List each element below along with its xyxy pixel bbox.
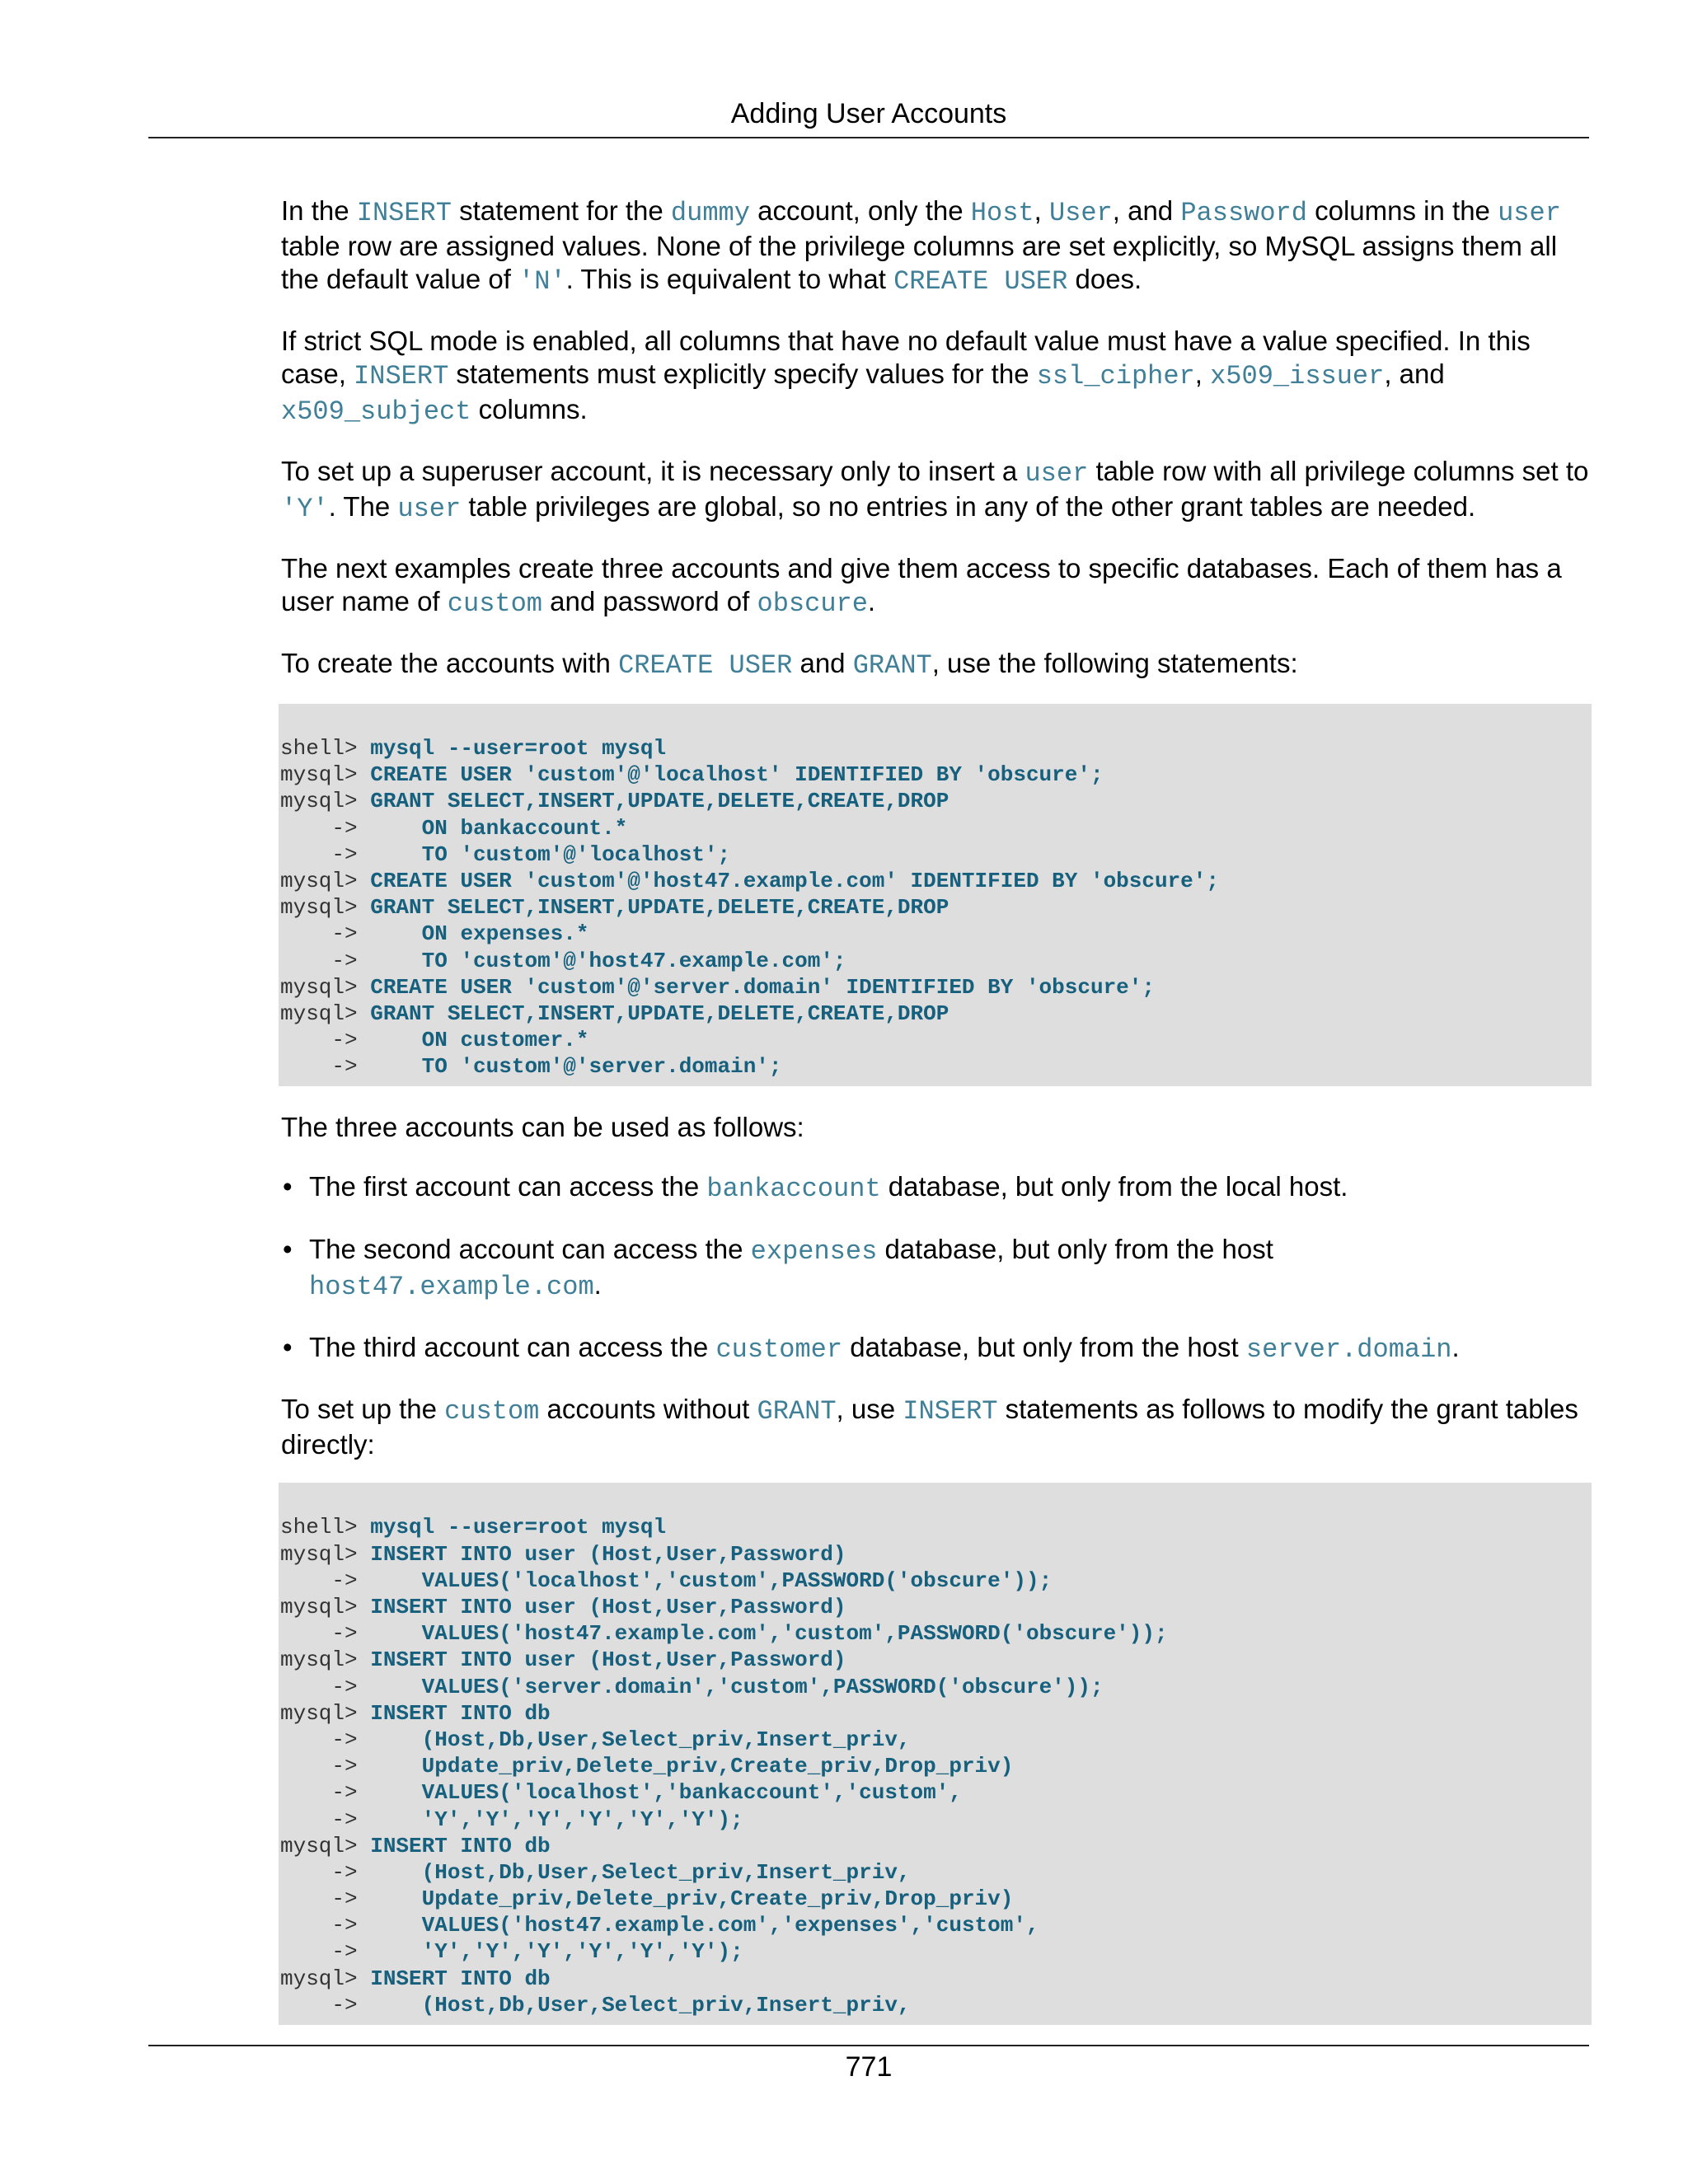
code-line [280, 1886, 1592, 1912]
code-user-table: user [397, 494, 462, 524]
code-command: VALUES('localhost','bankaccount','custom', [421, 1780, 962, 1806]
code-line [280, 762, 1592, 788]
code-prompt: -> [280, 948, 422, 973]
code-command: CREATE USER 'custom'@'host47.example.com' IDENTIFIED BY 'obscure'; [370, 868, 1219, 893]
code-host: Host [970, 198, 1034, 228]
code-prompt: mysql> [280, 1833, 371, 1858]
code-command: mysql --user=root mysql [370, 1515, 667, 1540]
code-command: 'Y','Y','Y','Y','Y','Y'); [421, 1939, 743, 1965]
bullet-icon: • [283, 1171, 293, 1202]
code-prompt: -> [280, 1780, 422, 1806]
paragraph-without-grant: To set up the custom accounts without GRANT, use INSERT statements as follows to modify the grant tables directly: [281, 1394, 1578, 1460]
code-prompt: -> [280, 1674, 422, 1699]
code-command: 'Y','Y','Y','Y','Y','Y'); [421, 1807, 743, 1832]
paragraph-superuser: To set up a superuser account, it is necessary only to insert a user table row with all privilege columns set to 'Y'. The user table privileges are global, so no entries in any of the other grant tables are needed. [281, 456, 1589, 524]
code-n-value: 'N' [518, 266, 566, 297]
code-line [280, 1700, 1592, 1727]
code-line [280, 1833, 1592, 1859]
code-prompt: -> [280, 921, 422, 947]
code-command: VALUES('host47.example.com','custom',PASSWORD('obscure')); [421, 1621, 1168, 1647]
code-command: VALUES('server.domain','custom',PASSWORD('obscure')); [421, 1674, 1104, 1699]
code-line [280, 735, 1592, 762]
code-insert: INSERT [356, 198, 452, 228]
code-host47: host47.example.com [309, 1272, 594, 1303]
code-command: VALUES('host47.example.com','expenses','custom', [421, 1913, 1039, 1938]
code-line [280, 841, 1592, 868]
code-dummy: dummy [670, 198, 750, 228]
header-rule [148, 137, 1589, 138]
code-command: INSERT INTO db [370, 1966, 551, 1991]
code-line [280, 1053, 1592, 1080]
code-prompt: mysql> [280, 868, 371, 893]
code-line [280, 1674, 1592, 1700]
code-command: CREATE USER 'custom'@'server.domain' IDENTIFIED BY 'obscure'; [370, 974, 1155, 1000]
code-line [280, 815, 1592, 841]
code-user: User [1048, 198, 1113, 228]
code-command: INSERT INTO user (Host,User,Password) [370, 1541, 846, 1567]
code-line [280, 1807, 1592, 1833]
code-command: Update_priv,Delete_priv,Create_priv,Drop_priv) [421, 1886, 1014, 1912]
code-prompt: mysql> [280, 974, 371, 1000]
code-obscure: obscure [757, 588, 868, 619]
code-grant: GRANT [757, 1396, 837, 1427]
code-block-insert-statements [279, 1483, 1592, 2025]
code-command: ON expenses.* [421, 921, 589, 947]
code-command: GRANT SELECT,INSERT,UPDATE,DELETE,CREATE,DROP [370, 789, 950, 814]
code-prompt: mysql> [280, 895, 371, 921]
code-command: TO 'custom'@'localhost'; [421, 841, 731, 867]
code-command: INSERT INTO db [370, 1700, 551, 1726]
page-number: 771 [845, 2051, 893, 2083]
code-create-user: CREATE USER [618, 650, 793, 681]
code-prompt: -> [280, 1807, 422, 1832]
code-line [280, 868, 1592, 894]
code-prompt: -> [280, 1939, 422, 1965]
list-item-first-account: • The first account can access the bankaccount database, but only from the local host. [283, 1171, 1348, 1205]
code-prompt: -> [280, 1754, 422, 1779]
code-customer: customer [715, 1334, 843, 1366]
page-content [281, 194, 1592, 2025]
code-prompt: -> [280, 1028, 422, 1053]
paragraph-accounts-usage: The three accounts can be used as follows: [281, 1112, 804, 1143]
code-prompt: mysql> [280, 1700, 371, 1726]
code-prompt: -> [280, 1054, 422, 1080]
code-line [280, 1594, 1592, 1620]
code-server-domain: server.domain [1245, 1334, 1452, 1366]
code-line [280, 1541, 1592, 1568]
code-create-user: CREATE USER [893, 266, 1068, 297]
code-line [280, 1779, 1592, 1806]
paragraph-dummy-account: In the INSERT statement for the dummy account, only the Host, User, and Password columns in the user table row are assigned values. None of the privilege columns are set explicitly, so MySQL assigns them all the default value of 'N'. This is equivalent to what CREATE USER does. [281, 195, 1561, 297]
code-command: Update_priv,Delete_priv,Create_priv,Drop_priv) [421, 1754, 1014, 1779]
code-prompt: -> [280, 1859, 422, 1885]
code-command: (Host,Db,User,Select_priv,Insert_priv, [421, 1727, 911, 1752]
code-x509-subject: x509_subject [281, 396, 471, 427]
code-prompt: -> [280, 1727, 422, 1752]
code-line [280, 921, 1592, 947]
code-prompt: -> [280, 1568, 422, 1593]
code-prompt: mysql> [280, 762, 371, 788]
code-custom: custom [447, 588, 542, 619]
code-prompt: mysql> [280, 1966, 371, 1991]
code-command: ON bankaccount.* [421, 815, 628, 841]
code-line [280, 1966, 1592, 1992]
code-command: mysql --user=root mysql [370, 736, 667, 761]
code-prompt: -> [280, 1886, 422, 1912]
code-prompt: -> [280, 1913, 422, 1938]
code-line [280, 1001, 1592, 1027]
code-line [280, 1912, 1592, 1938]
code-line [280, 948, 1592, 974]
code-prompt: -> [280, 815, 422, 841]
code-command: INSERT INTO user (Host,User,Password) [370, 1595, 846, 1619]
code-line [280, 1514, 1592, 1540]
code-block-create-grant [279, 704, 1592, 1086]
code-prompt: -> [280, 841, 422, 867]
footer-rule [148, 2045, 1589, 2046]
page-header-title: Adding User Accounts [730, 98, 1007, 129]
code-line [280, 1620, 1592, 1647]
paragraph-strict-sql-mode: If strict SQL mode is enabled, all columns that have no default value must have a value specified. In this case, INSERT statements must explicitly specify values for the ssl_cipher, x509_issuer, and x509_subject columns. [281, 326, 1531, 427]
code-command: ON customer.* [421, 1028, 589, 1053]
code-line [280, 894, 1592, 921]
bullet-icon: • [283, 1332, 293, 1363]
code-prompt: shell> [280, 736, 371, 761]
code-line [280, 1027, 1592, 1053]
code-line [280, 1992, 1592, 2018]
code-user-table: user [1498, 198, 1561, 228]
code-y-value: 'Y' [281, 494, 329, 524]
code-custom: custom [444, 1396, 540, 1427]
code-user-table: user [1025, 458, 1089, 489]
code-prompt: -> [280, 1621, 422, 1647]
code-prompt: mysql> [280, 1541, 371, 1567]
code-prompt: mysql> [280, 789, 371, 814]
code-line [280, 1647, 1592, 1673]
code-bankaccount: bankaccount [706, 1174, 881, 1205]
code-line [280, 788, 1592, 814]
code-prompt: mysql> [280, 1001, 371, 1026]
code-line [280, 1753, 1592, 1779]
code-command: (Host,Db,User,Select_priv,Insert_priv, [421, 1992, 911, 2018]
code-line [280, 974, 1592, 1001]
code-command: GRANT SELECT,INSERT,UPDATE,DELETE,CREATE,DROP [370, 1001, 950, 1026]
code-line [280, 1568, 1592, 1594]
list-item-third-account: • The third account can access the customer database, but only from the host server.domain. [283, 1332, 1460, 1366]
code-command: (Host,Db,User,Select_priv,Insert_priv, [421, 1859, 911, 1885]
code-line [280, 1727, 1592, 1753]
code-prompt: mysql> [280, 1595, 371, 1619]
code-insert: INSERT [354, 361, 449, 391]
code-command: INSERT INTO user (Host,User,Password) [370, 1647, 846, 1673]
code-password: Password [1180, 198, 1307, 228]
code-command: INSERT INTO db [370, 1833, 551, 1858]
code-grant: GRANT [852, 650, 932, 681]
list-item-second-account: • The second account can access the expenses database, but only from the host host47.example.com. [283, 1234, 1273, 1303]
code-prompt: shell> [280, 1515, 371, 1540]
paragraph-three-accounts-intro: The next examples create three accounts and give them access to specific databases. Each of them has a user name of custom and password of obscure. [281, 553, 1562, 619]
code-command: GRANT SELECT,INSERT,UPDATE,DELETE,CREATE,DROP [370, 895, 950, 921]
code-command: CREATE USER 'custom'@'localhost' IDENTIFIED BY 'obscure'; [370, 762, 1104, 788]
code-expenses: expenses [750, 1236, 878, 1268]
code-insert: INSERT [903, 1396, 998, 1427]
bullet-icon: • [283, 1234, 293, 1265]
code-ssl-cipher: ssl_cipher [1036, 361, 1195, 391]
code-command: VALUES('localhost','custom',PASSWORD('obscure')); [421, 1568, 1053, 1593]
code-command: TO 'custom'@'server.domain'; [421, 1054, 782, 1080]
accounts-usage-list [281, 1170, 1592, 1366]
code-command: TO 'custom'@'host47.example.com'; [421, 948, 846, 973]
code-x509-issuer: x509_issuer [1210, 361, 1385, 391]
paragraph-create-with-grant: To create the accounts with CREATE USER and GRANT, use the following statements: [281, 648, 1298, 681]
code-line [280, 1859, 1592, 1886]
code-prompt: mysql> [280, 1647, 371, 1673]
code-line [280, 1938, 1592, 1965]
code-prompt: -> [280, 1992, 422, 2018]
